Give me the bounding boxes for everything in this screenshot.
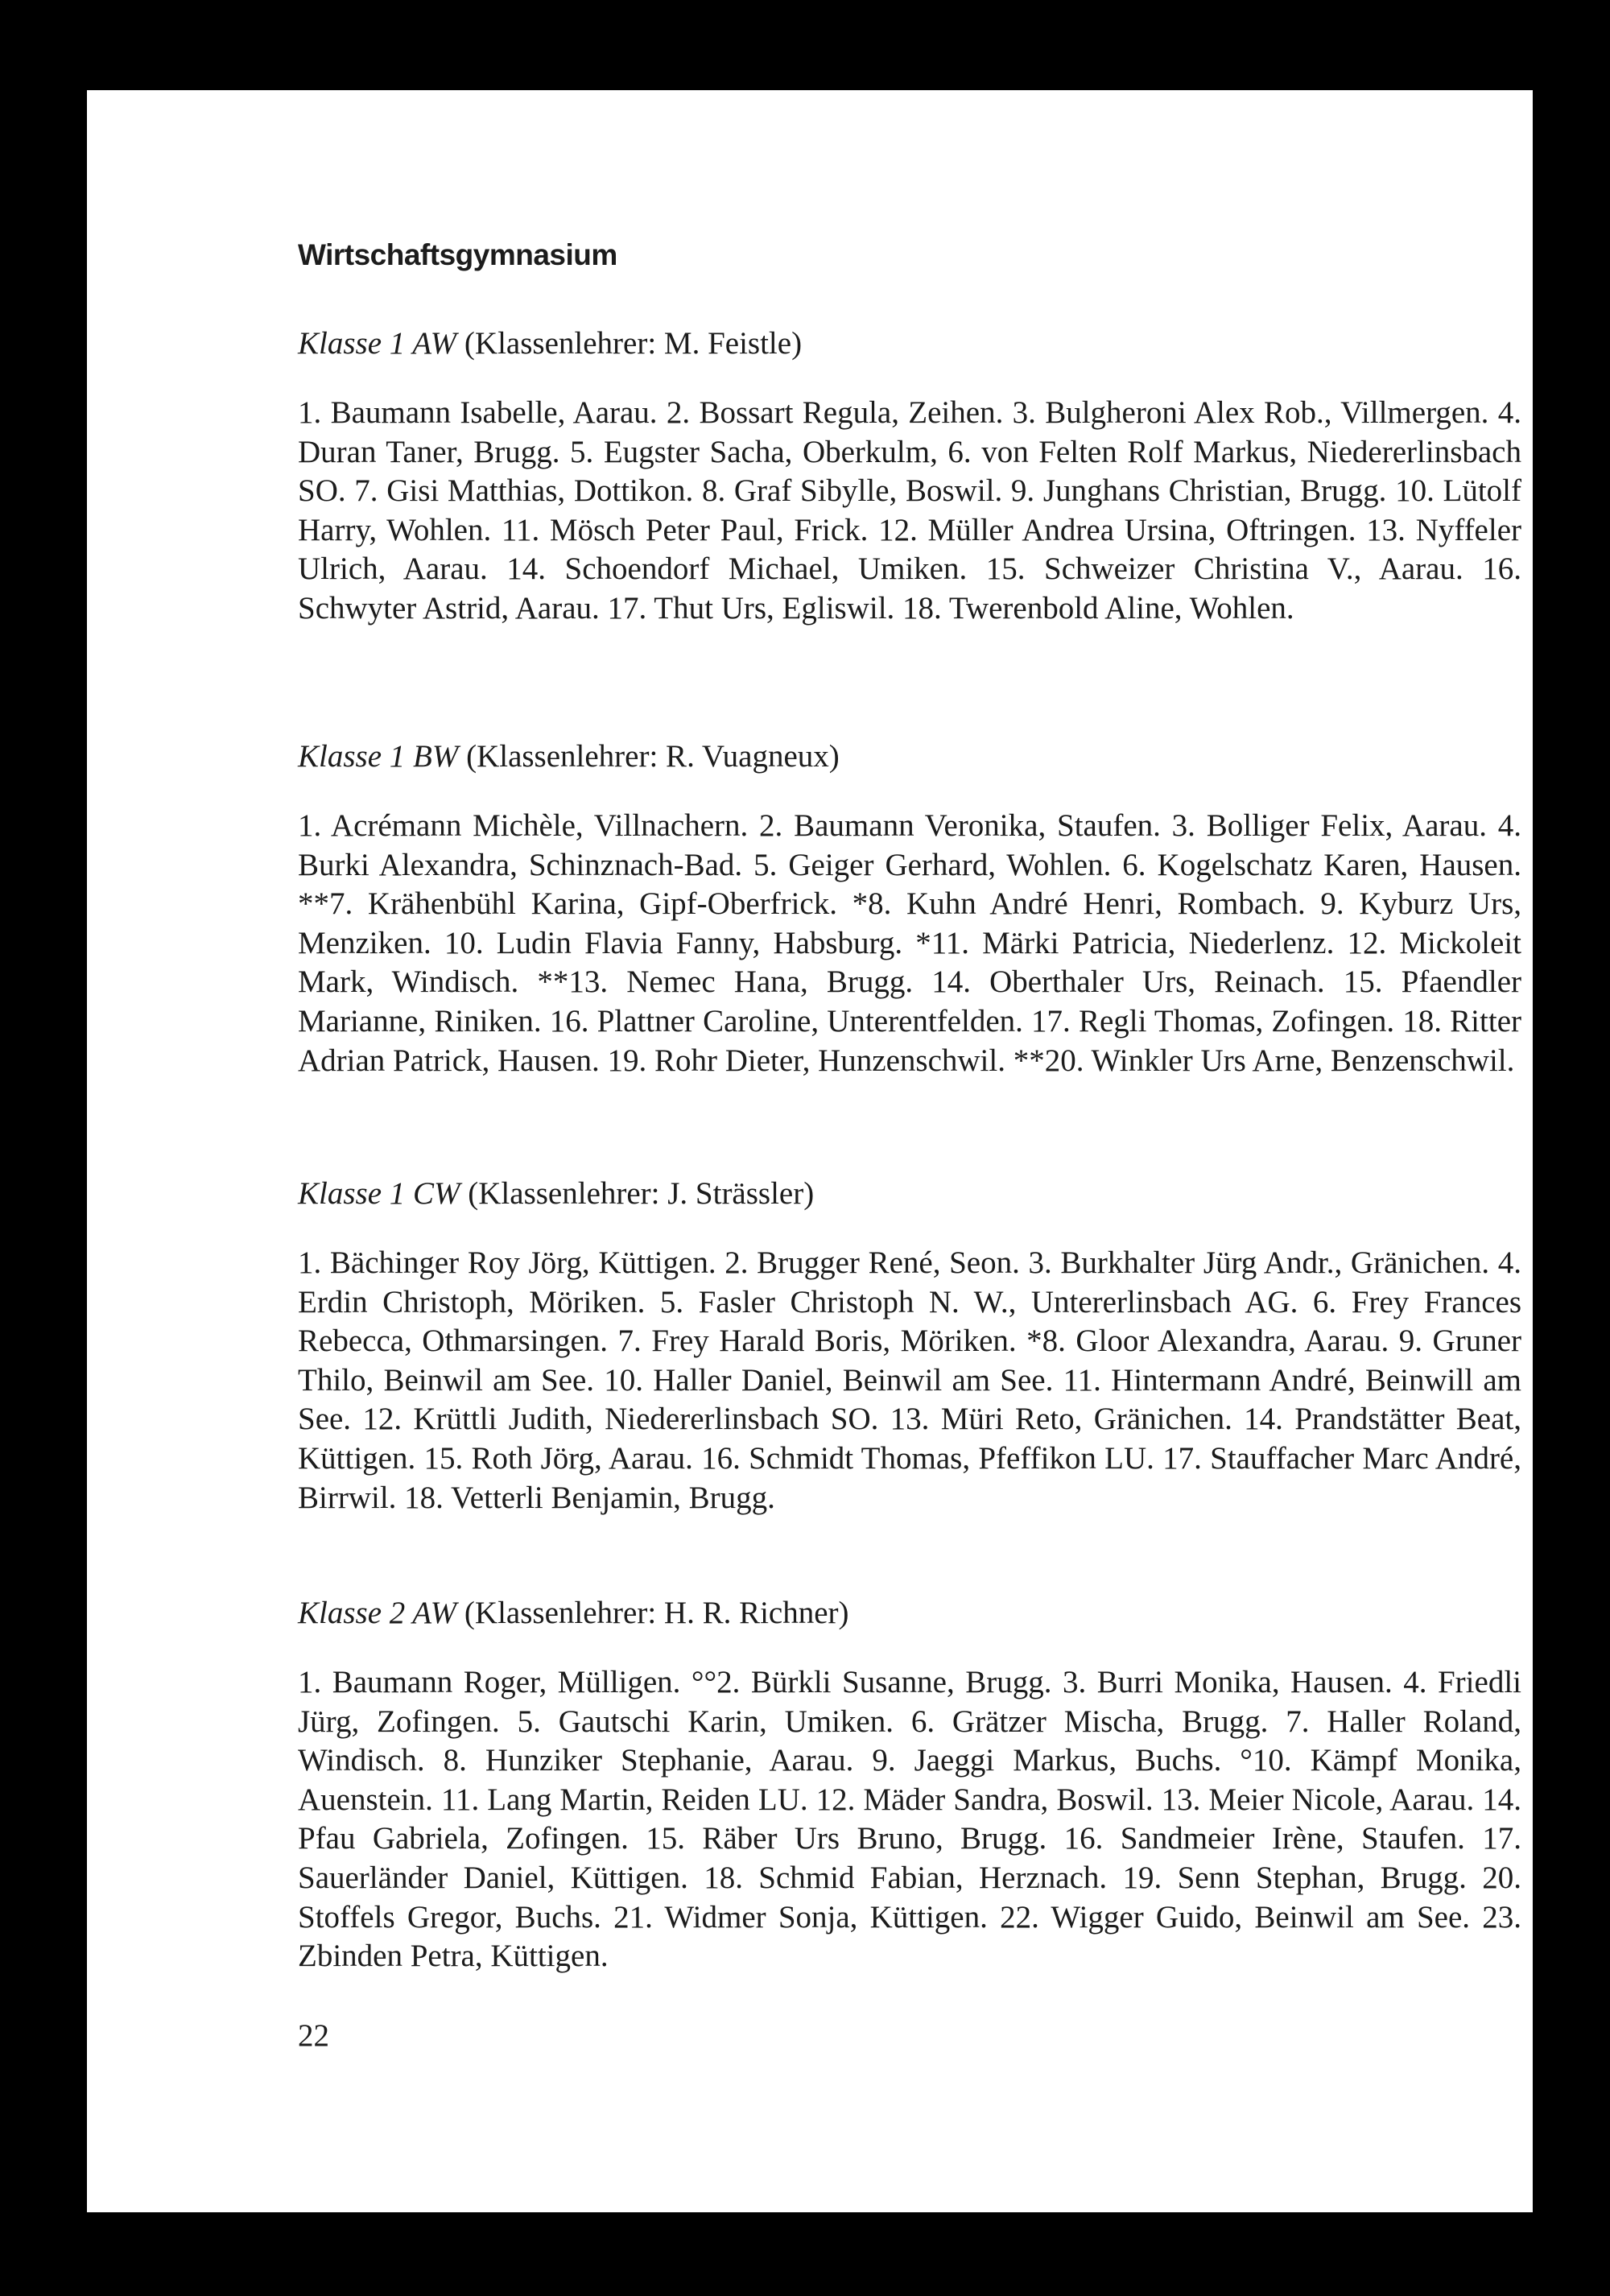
section-heading	[298, 324, 1521, 364]
student-list: 1. Baumann Roger, Mülligen. °°2. Bürkli Susanne, Brugg. 3. Burri Monika, Hausen. 4. Friedli Jürg, Zofingen. 5. Gautschi Karin, Umiken. 6. Grätzer Mischa, Brugg. 7. Haller Roland, Windisch. 8. Hunziker Stephanie, Aarau. 9. Jaeggi Markus, Buchs. °10. Kämpf Monika, Auenstein. 11. Lang Martin, Reiden LU. 12. Mäder Sandra, Boswil. 13. Meier Nicole, Aarau. 14. Pfau Gabriela, Zofingen. 15. Räber Urs Bruno, Brugg. 16. Sandmeier Irène, Staufen. 17. Sauerländer Daniel, Küttigen. 18. Schmid Fabian, Herznach. 19. Senn Stephan, Brugg. 20. Stoffels Gregor, Buchs. 21. Widmer Sonja, Küttigen. 22. Wigger Guido, Beinwil am See. 23. Zbinden Petra, Küttigen.	[298, 1665, 1521, 1974]
class-section-2aw	[298, 1593, 1521, 1976]
class-section-1aw	[298, 324, 1521, 629]
class-label: Klasse 1 AW	[298, 326, 457, 361]
teacher-label: (Klassenlehrer: H. R. Richner)	[464, 1596, 849, 1630]
class-section-1cw	[298, 1174, 1521, 1518]
teacher-label: (Klassenlehrer: R. Vuagneux)	[466, 739, 840, 774]
teacher-label: (Klassenlehrer: M. Feistle)	[464, 326, 803, 361]
page-title: Wirtschaftsgymnasium	[298, 238, 617, 271]
section-heading	[298, 1174, 1521, 1214]
class-section-1bw	[298, 737, 1521, 1080]
page-number: 22	[298, 2018, 329, 2053]
teacher-label: (Klassenlehrer: J. Strässler)	[468, 1176, 815, 1211]
class-label: Klasse 2 AW	[298, 1596, 457, 1630]
section-heading	[298, 737, 1521, 777]
student-list: 1. Baumann Isabelle, Aarau. 2. Bossart Regula, Zeihen. 3. Bulgheroni Alex Rob., Villmergen. 4. Duran Taner, Brugg. 5. Eugster Sacha, Oberkulm, 6. von Felten Rolf Markus, Niedererlinsbach SO. 7. Gisi Matthias, Dottikon. 8. Graf Sibylle, Boswil. 9. Junghans Christian, Brugg. 10. Lütolf Harry, Wohlen. 11. Mösch Peter Paul, Frick. 12. Müller Andrea Ursina, Oftringen. 13. Nyffeler Ulrich, Aarau. 14. Schoendorf Michael, Umiken. 15. Schweizer Christina V., Aarau. 16. Schwyter Astrid, Aarau. 17. Thut Urs, Egliswil. 18. Twerenbold Aline, Wohlen.	[298, 395, 1521, 626]
student-list: 1. Acrémann Michèle, Villnachern. 2. Baumann Veronika, Staufen. 3. Bolliger Felix, Aarau. 4. Burki Alexandra, Schinznach-Bad. 5. Geiger Gerhard, Wohlen. 6. Kogelschatz Karen, Hausen. **7. Krähenbühl Karina, Gipf-Oberfrick. *8. Kuhn André Henri, Rombach. 9. Kyburz Urs, Menziken. 10. Ludin Flavia Fanny, Habsburg. *11. Märki Patricia, Niederlenz. 12. Mickoleit Mark, Windisch. **13. Nemec Hana, Brugg. 14. Oberthaler Urs, Reinach. 15. Pfaendler Marianne, Riniken. 16. Plattner Caroline, Unterentfelden. 17. Regli Thomas, Zofingen. 18. Ritter Adrian Patrick, Hausen. 19. Rohr Dieter, Hunzenschwil. **20. Winkler Urs Arne, Benzenschwil.	[298, 808, 1521, 1078]
section-heading	[298, 1593, 1521, 1633]
class-label: Klasse 1 BW	[298, 739, 459, 774]
class-label: Klasse 1 CW	[298, 1176, 460, 1211]
document-page	[87, 90, 1533, 2212]
student-list: 1. Bächinger Roy Jörg, Küttigen. 2. Brugger René, Seon. 3. Burkhalter Jürg Andr., Gränichen. 4. Erdin Christoph, Möriken. 5. Fasler Christoph N. W., Untererlinsbach AG. 6. Frey Frances Rebecca, Othmarsingen. 7. Frey Harald Boris, Möriken. *8. Gloor Alexandra, Aarau. 9. Gruner Thilo, Beinwil am See. 10. Haller Daniel, Beinwil am See. 11. Hintermann André, Beinwill am See. 12. Krüttli Judith, Niedererlinsbach SO. 13. Müri Reto, Gränichen. 14. Prandstätter Beat, Küttigen. 15. Roth Jörg, Aarau. 16. Schmidt Thomas, Pfeffikon LU. 17. Stauffacher Marc André, Birrwil. 18. Vetterli Benjamin, Brugg.	[298, 1245, 1521, 1515]
